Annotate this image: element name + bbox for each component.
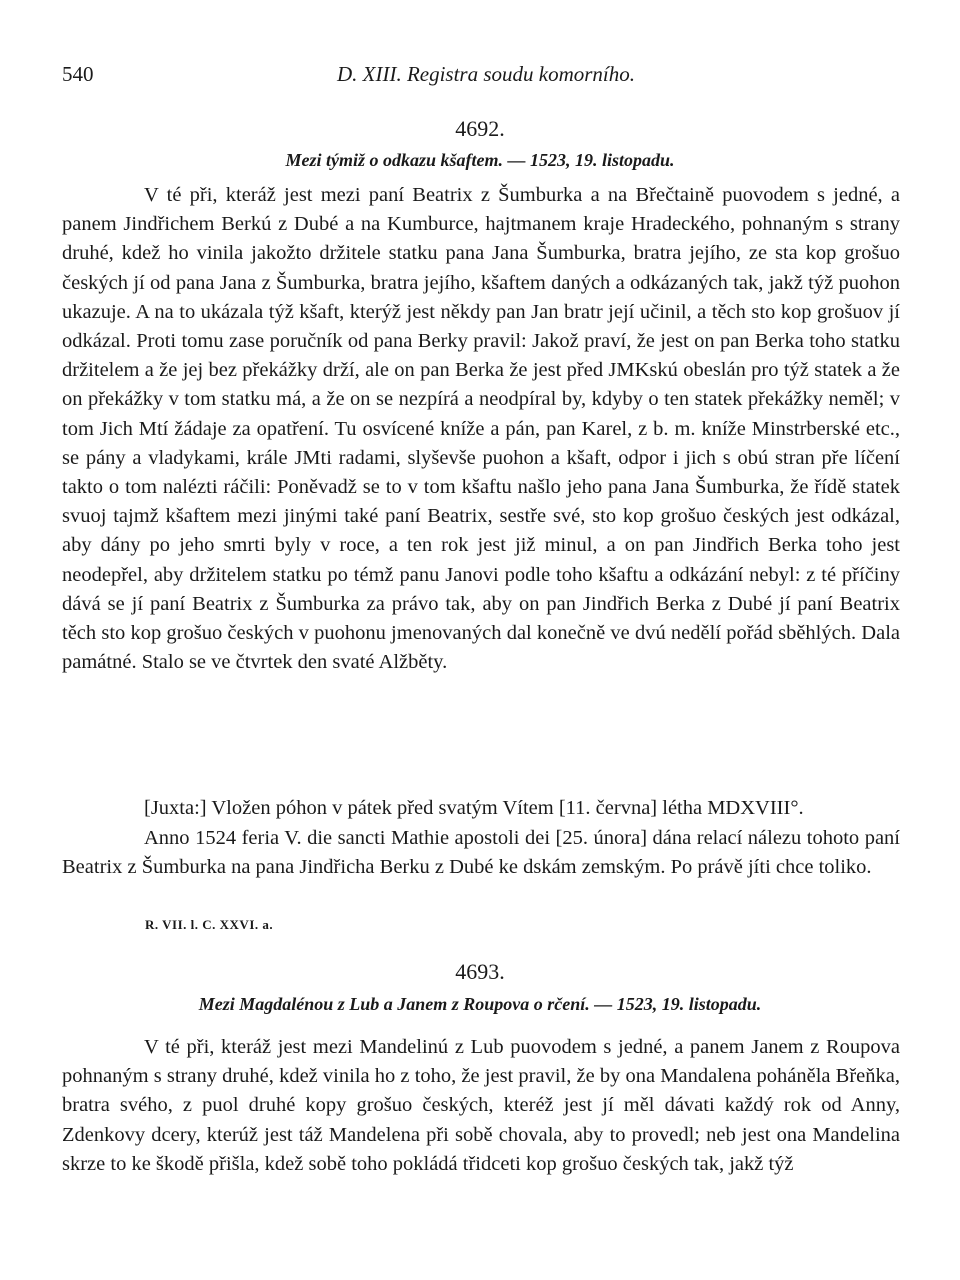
entry-subtitle: Mezi Magdalénou z Lub a Janem z Roupova o rčení. — 1523, 19. listopadu. (198, 994, 762, 1014)
entry-paragraph: V té při, kteráž jest mezi paní Beatrix z Šumburka a na Břečtaině puovodem s jedné, a panem Jindřichem Berkú z Dubé a na Kumburce, hajtmanem kraje Hradeckého, pohnaným s strany druhé, kdež ho vinila jakožto držitele statku pana Jana Šumburka, bratra jejího, ze sta kop grošuo českých jí od pana Jana z Šumburka, bratra jejího, kšaftem daných a odkázaných tak, jakž týž puohon ukazuje. A na to ukázala týž kšaft, kterýž jest někdy pan Jan bratr její učinil, a těch sto kop grošuov jí odkázal. Proti tomu zase poručník od pana Berky pravil: Jakož praví, že jest on pan Berka toho statku držitelem a že jej bez překážky drží, ale on pan Berka že jest před JMKskú obeslán pro týž statek a že on překážky v tom statku má, a že on se nezpírá a neodpíral by, kdyby o ten statek překážky neměl; v tom Jich Mtí žádaje za opatření. Tu osvícené kníže a pán, pan Karel, z b. m. kníže Minstrberské etc., se pány a vladykami, krále JMti radami, slyševše puohon a kšaft, odpor i jich s obú stran pře líčení takto o tom nalézti ráčili: Poněvadž se to v tom kšaftu našlo jeho pana Jana Šumburka, že řídě statek svuoj tajmž kšaftem mezi jinými také paní Beatrix, sestře své, sto kop grošuo českých jest odkázal, aby dány po jeho smrti byly v roce, a ten rok jest již minul, a on pan Jindřich Berka toho jest neodepřel, aby držitelem statku po témž panu Janovi podle toho kšaftu a odkázání nebyl: z té příčiny dává se jí paní Beatrix z Šumburka za právo tak, aby on pan Jindřich Berka z Dubé jí paní Beatrix těch sto kop grošuo českých v puohonu jmenovaných dal konečně ve dvú nedělí pořád sběhlých. Dala památné. Stalo se ve čtvrtek den svaté Alžběty. (62, 184, 900, 674)
page-number: 540 (62, 62, 94, 86)
entry-paragraph: Anno 1524 feria V. die sancti Mathie apostoli dei [25. února] dána relací nálezu tohoto paní Beatrix z Šumburka na pana Jindřicha Berku z Dubé ke dskám zemským. Po právě jíti chce toliko. (62, 827, 900, 879)
entry-paragraph: [Juxta:] Vložen póhon v pátek před svatým Vítem [11. června] létha MDXVIII°. (144, 797, 804, 819)
archival-reference: R. VII. l. C. XXVI. a. (145, 917, 274, 932)
entry-number: 4693. (455, 959, 505, 984)
entry-paragraph: V té při, kteráž jest mezi Mandelinú z Lub puovodem s jedné, a panem Janem z Roupova pohnaným s strany druhé, kdež vinila ho z toho, že jest pravil, že by ona Mandalena poháněla Břeňka, bratra svého, z puol druhé kopy grošuo českých, kteréž jest jí měl dávati každý rok od Anny, Zdenkovy dcery, kterúž jest táž Mandelena při sobě chovala, aby to provedl; neb jest ona Mandelina skrze to ke škodě přišla, kdež sobě toho pokládá třidceti kop grošuo českých tak, jakž týž (62, 1036, 900, 1175)
running-title: D. XIII. Registra soudu komorního. (336, 62, 636, 86)
entry-subtitle: Mezi týmiž o odkazu kšaftem. — 1523, 19. listopadu. (285, 150, 675, 170)
entry-number: 4692. (455, 116, 505, 141)
page-header (62, 62, 902, 92)
